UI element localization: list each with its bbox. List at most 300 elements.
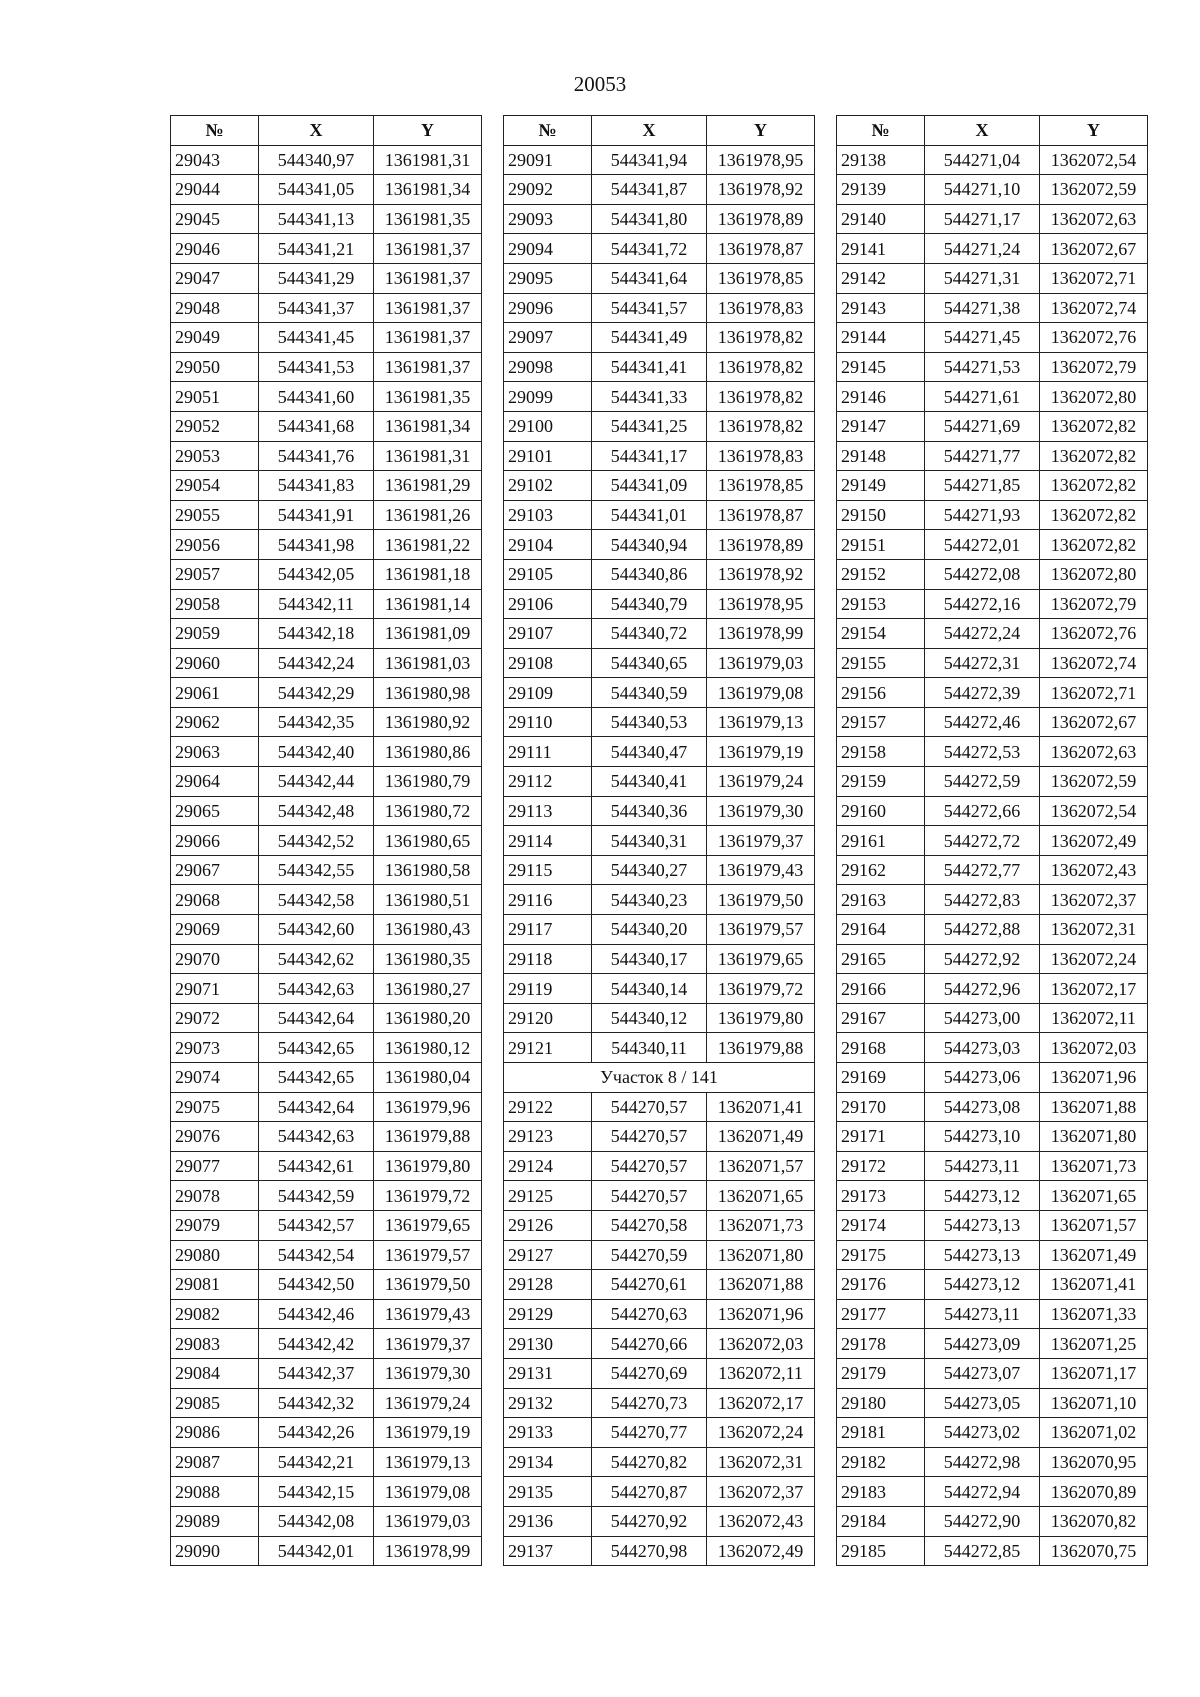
- x-coordinate-cell: 544270,87: [592, 1477, 707, 1507]
- x-coordinate-cell: 544340,36: [592, 796, 707, 826]
- table-row: [171, 974, 482, 1004]
- point-number-cell: 29077: [171, 1151, 259, 1181]
- point-number-cell: 29175: [837, 1240, 925, 1270]
- table-row: [837, 1240, 1148, 1270]
- point-number-cell: 29045: [171, 204, 259, 234]
- y-coordinate-cell: 1361980,79: [374, 767, 482, 797]
- point-number-cell: 29107: [504, 619, 592, 649]
- point-number-cell: 29102: [504, 471, 592, 501]
- y-coordinate-cell: 1362071,17: [1040, 1358, 1148, 1388]
- x-coordinate-cell: 544342,54: [259, 1240, 374, 1270]
- y-coordinate-cell: 1362072,79: [1040, 352, 1148, 382]
- table-row: [837, 648, 1148, 678]
- y-coordinate-cell: 1362072,59: [1040, 175, 1148, 205]
- point-number-cell: 29132: [504, 1388, 592, 1418]
- x-coordinate-cell: 544273,08: [925, 1092, 1040, 1122]
- x-coordinate-cell: 544272,90: [925, 1506, 1040, 1536]
- point-number-cell: 29160: [837, 796, 925, 826]
- table-row: [837, 1122, 1148, 1152]
- y-coordinate-cell: 1361978,82: [707, 382, 815, 412]
- table-row: [171, 1063, 482, 1093]
- point-number-cell: 29129: [504, 1299, 592, 1329]
- table-row: [504, 1151, 815, 1181]
- y-coordinate-cell: 1361980,98: [374, 678, 482, 708]
- x-coordinate-cell: 544270,57: [592, 1092, 707, 1122]
- y-coordinate-cell: 1362070,89: [1040, 1477, 1148, 1507]
- x-coordinate-cell: 544273,03: [925, 1033, 1040, 1063]
- x-coordinate-cell: 544342,60: [259, 915, 374, 945]
- point-number-cell: 29151: [837, 530, 925, 560]
- point-number-cell: 29156: [837, 678, 925, 708]
- point-number-cell: 29093: [504, 204, 592, 234]
- point-number-cell: 29167: [837, 1003, 925, 1033]
- y-coordinate-cell: 1362072,43: [707, 1506, 815, 1536]
- x-coordinate-cell: 544342,21: [259, 1447, 374, 1477]
- point-number-cell: 29080: [171, 1240, 259, 1270]
- y-coordinate-cell: 1362072,79: [1040, 589, 1148, 619]
- y-coordinate-cell: 1361979,96: [374, 1092, 482, 1122]
- y-coordinate-cell: 1362071,65: [1040, 1181, 1148, 1211]
- point-number-cell: 29065: [171, 796, 259, 826]
- y-coordinate-cell: 1361978,95: [707, 589, 815, 619]
- table-row: [504, 678, 815, 708]
- table-row: [504, 589, 815, 619]
- y-coordinate-cell: 1362071,80: [1040, 1122, 1148, 1152]
- point-number-cell: 29123: [504, 1122, 592, 1152]
- point-number-cell: 29062: [171, 707, 259, 737]
- y-coordinate-cell: 1361980,86: [374, 737, 482, 767]
- y-coordinate-cell: 1361979,43: [374, 1299, 482, 1329]
- table-row: [504, 885, 815, 915]
- point-number-cell: 29098: [504, 352, 592, 382]
- x-coordinate-cell: 544270,63: [592, 1299, 707, 1329]
- point-number-cell: 29104: [504, 530, 592, 560]
- point-number-cell: 29164: [837, 915, 925, 945]
- point-number-cell: 29171: [837, 1122, 925, 1152]
- table-row: [837, 1003, 1148, 1033]
- point-number-cell: 29137: [504, 1536, 592, 1566]
- point-number-cell: 29046: [171, 234, 259, 264]
- table-row: [504, 1181, 815, 1211]
- y-coordinate-cell: 1362072,59: [1040, 767, 1148, 797]
- table-row: [837, 1181, 1148, 1211]
- point-number-cell: 29166: [837, 974, 925, 1004]
- table-row: [837, 826, 1148, 856]
- point-number-cell: 29050: [171, 352, 259, 382]
- point-number-cell: 29143: [837, 293, 925, 323]
- table-row: [504, 855, 815, 885]
- x-coordinate-cell: 544341,09: [592, 471, 707, 501]
- x-coordinate-cell: 544273,02: [925, 1418, 1040, 1448]
- point-number-cell: 29113: [504, 796, 592, 826]
- x-coordinate-cell: 544341,45: [259, 323, 374, 353]
- point-number-cell: 29157: [837, 707, 925, 737]
- table-row: [171, 382, 482, 412]
- x-coordinate-cell: 544341,83: [259, 471, 374, 501]
- header-number: №: [171, 116, 259, 146]
- table-row: [504, 737, 815, 767]
- table-row: [171, 323, 482, 353]
- point-number-cell: 29150: [837, 500, 925, 530]
- point-number-cell: 29144: [837, 323, 925, 353]
- table-row: [504, 974, 815, 1004]
- x-coordinate-cell: 544271,31: [925, 263, 1040, 293]
- y-coordinate-cell: 1361981,35: [374, 382, 482, 412]
- table-row: [837, 1210, 1148, 1240]
- table-row: [171, 944, 482, 974]
- point-number-cell: 29131: [504, 1358, 592, 1388]
- point-number-cell: 29091: [504, 145, 592, 175]
- x-coordinate-cell: 544342,55: [259, 855, 374, 885]
- point-number-cell: 29103: [504, 500, 592, 530]
- table-row: [837, 1447, 1148, 1477]
- y-coordinate-cell: 1362071,73: [707, 1210, 815, 1240]
- point-number-cell: 29087: [171, 1447, 259, 1477]
- y-coordinate-cell: 1362071,73: [1040, 1151, 1148, 1181]
- x-coordinate-cell: 544342,64: [259, 1003, 374, 1033]
- x-coordinate-cell: 544270,57: [592, 1151, 707, 1181]
- table-row: [171, 471, 482, 501]
- table-row: [837, 678, 1148, 708]
- table-row: [837, 234, 1148, 264]
- table-row: [171, 1270, 482, 1300]
- x-coordinate-cell: 544270,77: [592, 1418, 707, 1448]
- point-number-cell: 29121: [504, 1033, 592, 1063]
- table-row: [837, 293, 1148, 323]
- y-coordinate-cell: 1361979,37: [707, 826, 815, 856]
- point-number-cell: 29084: [171, 1358, 259, 1388]
- table-body: [504, 145, 815, 1566]
- y-coordinate-cell: 1362072,24: [1040, 944, 1148, 974]
- x-coordinate-cell: 544342,05: [259, 559, 374, 589]
- y-coordinate-cell: 1361980,72: [374, 796, 482, 826]
- x-coordinate-cell: 544342,40: [259, 737, 374, 767]
- header-y: Y: [1040, 116, 1148, 146]
- table-row: [837, 737, 1148, 767]
- y-coordinate-cell: 1362071,57: [707, 1151, 815, 1181]
- y-coordinate-cell: 1361980,35: [374, 944, 482, 974]
- point-number-cell: 29096: [504, 293, 592, 323]
- x-coordinate-cell: 544341,68: [259, 411, 374, 441]
- point-number-cell: 29061: [171, 678, 259, 708]
- table-row: [171, 1122, 482, 1152]
- header-x: X: [925, 116, 1040, 146]
- coordinates-table-1: [170, 115, 482, 1566]
- table-row: [504, 559, 815, 589]
- table-row: [504, 1299, 815, 1329]
- y-coordinate-cell: 1361978,82: [707, 352, 815, 382]
- point-number-cell: 29149: [837, 471, 925, 501]
- y-coordinate-cell: 1361979,19: [707, 737, 815, 767]
- y-coordinate-cell: 1361981,29: [374, 471, 482, 501]
- y-coordinate-cell: 1361979,37: [374, 1329, 482, 1359]
- x-coordinate-cell: 544342,08: [259, 1506, 374, 1536]
- point-number-cell: 29119: [504, 974, 592, 1004]
- point-number-cell: 29118: [504, 944, 592, 974]
- table-row: [504, 145, 815, 175]
- table-row: [837, 855, 1148, 885]
- y-coordinate-cell: 1361980,27: [374, 974, 482, 1004]
- point-number-cell: 29146: [837, 382, 925, 412]
- page-number: 20053: [573, 72, 627, 96]
- y-coordinate-cell: 1361978,92: [707, 559, 815, 589]
- table-row: [837, 915, 1148, 945]
- point-number-cell: 29064: [171, 767, 259, 797]
- y-coordinate-cell: 1362071,49: [707, 1122, 815, 1152]
- table-row: [504, 1536, 815, 1566]
- y-coordinate-cell: 1361979,08: [707, 678, 815, 708]
- x-coordinate-cell: 544340,53: [592, 707, 707, 737]
- x-coordinate-cell: 544342,01: [259, 1536, 374, 1566]
- x-coordinate-cell: 544273,13: [925, 1210, 1040, 1240]
- x-coordinate-cell: 544270,92: [592, 1506, 707, 1536]
- table-row: [837, 411, 1148, 441]
- point-number-cell: 29170: [837, 1092, 925, 1122]
- table-row: [171, 1092, 482, 1122]
- x-coordinate-cell: 544272,77: [925, 855, 1040, 885]
- table-row: [504, 915, 815, 945]
- point-number-cell: 29073: [171, 1033, 259, 1063]
- x-coordinate-cell: 544272,46: [925, 707, 1040, 737]
- table-row: [171, 1329, 482, 1359]
- y-coordinate-cell: 1361980,92: [374, 707, 482, 737]
- point-number-cell: 29127: [504, 1240, 592, 1270]
- y-coordinate-cell: 1361978,99: [707, 619, 815, 649]
- x-coordinate-cell: 544341,21: [259, 234, 374, 264]
- point-number-cell: 29071: [171, 974, 259, 1004]
- y-coordinate-cell: 1361981,37: [374, 234, 482, 264]
- table-row: [504, 1210, 815, 1240]
- y-coordinate-cell: 1361979,13: [707, 707, 815, 737]
- table-row: [837, 1358, 1148, 1388]
- point-number-cell: 29172: [837, 1151, 925, 1181]
- x-coordinate-cell: 544273,00: [925, 1003, 1040, 1033]
- table-row: [171, 589, 482, 619]
- point-number-cell: 29111: [504, 737, 592, 767]
- y-coordinate-cell: 1361979,03: [707, 648, 815, 678]
- point-number-cell: 29105: [504, 559, 592, 589]
- x-coordinate-cell: 544270,57: [592, 1122, 707, 1152]
- y-coordinate-cell: 1362072,82: [1040, 471, 1148, 501]
- point-number-cell: 29135: [504, 1477, 592, 1507]
- table-row: [504, 1358, 815, 1388]
- table-row: [837, 1033, 1148, 1063]
- y-coordinate-cell: 1361978,89: [707, 530, 815, 560]
- y-coordinate-cell: 1362070,82: [1040, 1506, 1148, 1536]
- table-row: [837, 559, 1148, 589]
- x-coordinate-cell: 544342,37: [259, 1358, 374, 1388]
- point-number-cell: 29057: [171, 559, 259, 589]
- y-coordinate-cell: 1361981,09: [374, 619, 482, 649]
- x-coordinate-cell: 544342,63: [259, 1122, 374, 1152]
- point-number-cell: 29054: [171, 471, 259, 501]
- table-row: [504, 1388, 815, 1418]
- y-coordinate-cell: 1361980,58: [374, 855, 482, 885]
- table-row: [171, 1003, 482, 1033]
- x-coordinate-cell: 544342,61: [259, 1151, 374, 1181]
- x-coordinate-cell: 544341,37: [259, 293, 374, 323]
- table-row: [504, 471, 815, 501]
- x-coordinate-cell: 544271,45: [925, 323, 1040, 353]
- table-row: [171, 1506, 482, 1536]
- x-coordinate-cell: 544342,32: [259, 1388, 374, 1418]
- table-row: [171, 826, 482, 856]
- y-coordinate-cell: 1361979,30: [374, 1358, 482, 1388]
- y-coordinate-cell: 1361981,31: [374, 441, 482, 471]
- x-coordinate-cell: 544273,13: [925, 1240, 1040, 1270]
- point-number-cell: 29152: [837, 559, 925, 589]
- x-coordinate-cell: 544340,94: [592, 530, 707, 560]
- y-coordinate-cell: 1362071,02: [1040, 1418, 1148, 1448]
- y-coordinate-cell: 1362071,88: [1040, 1092, 1148, 1122]
- point-number-cell: 29049: [171, 323, 259, 353]
- y-coordinate-cell: 1361979,13: [374, 1447, 482, 1477]
- y-coordinate-cell: 1361978,92: [707, 175, 815, 205]
- point-number-cell: 29128: [504, 1270, 592, 1300]
- x-coordinate-cell: 544273,06: [925, 1063, 1040, 1093]
- y-coordinate-cell: 1361980,04: [374, 1063, 482, 1093]
- point-number-cell: 29052: [171, 411, 259, 441]
- x-coordinate-cell: 544341,91: [259, 500, 374, 530]
- x-coordinate-cell: 544272,88: [925, 915, 1040, 945]
- x-coordinate-cell: 544342,65: [259, 1033, 374, 1063]
- x-coordinate-cell: 544273,11: [925, 1151, 1040, 1181]
- table-header-row: [837, 116, 1148, 146]
- x-coordinate-cell: 544341,98: [259, 530, 374, 560]
- table-row: [171, 530, 482, 560]
- x-coordinate-cell: 544272,92: [925, 944, 1040, 974]
- table-row: [837, 471, 1148, 501]
- x-coordinate-cell: 544272,94: [925, 1477, 1040, 1507]
- table-row: [171, 1210, 482, 1240]
- x-coordinate-cell: 544342,15: [259, 1477, 374, 1507]
- point-number-cell: 29085: [171, 1388, 259, 1418]
- y-coordinate-cell: 1362072,67: [1040, 707, 1148, 737]
- point-number-cell: 29116: [504, 885, 592, 915]
- y-coordinate-cell: 1361978,83: [707, 441, 815, 471]
- x-coordinate-cell: 544341,57: [592, 293, 707, 323]
- x-coordinate-cell: 544271,24: [925, 234, 1040, 264]
- y-coordinate-cell: 1361981,37: [374, 293, 482, 323]
- header-y: Y: [374, 116, 482, 146]
- point-number-cell: 29074: [171, 1063, 259, 1093]
- point-number-cell: 29179: [837, 1358, 925, 1388]
- x-coordinate-cell: 544270,66: [592, 1329, 707, 1359]
- x-coordinate-cell: 544271,10: [925, 175, 1040, 205]
- point-number-cell: 29082: [171, 1299, 259, 1329]
- x-coordinate-cell: 544340,17: [592, 944, 707, 974]
- table-row: [171, 1033, 482, 1063]
- table-row: [837, 175, 1148, 205]
- x-coordinate-cell: 544340,47: [592, 737, 707, 767]
- y-coordinate-cell: 1361978,85: [707, 471, 815, 501]
- point-number-cell: 29068: [171, 885, 259, 915]
- x-coordinate-cell: 544342,18: [259, 619, 374, 649]
- table-row: [837, 352, 1148, 382]
- y-coordinate-cell: 1362072,63: [1040, 737, 1148, 767]
- point-number-cell: 29110: [504, 707, 592, 737]
- y-coordinate-cell: 1361981,35: [374, 204, 482, 234]
- table-row: [837, 530, 1148, 560]
- x-coordinate-cell: 544272,83: [925, 885, 1040, 915]
- table-row: [837, 1477, 1148, 1507]
- table-row: [837, 1299, 1148, 1329]
- point-number-cell: 29130: [504, 1329, 592, 1359]
- table-row: [504, 648, 815, 678]
- table-row: [171, 767, 482, 797]
- y-coordinate-cell: 1362072,43: [1040, 855, 1148, 885]
- point-number-cell: 29158: [837, 737, 925, 767]
- x-coordinate-cell: 544341,87: [592, 175, 707, 205]
- x-coordinate-cell: 544273,12: [925, 1270, 1040, 1300]
- y-coordinate-cell: 1361979,88: [707, 1033, 815, 1063]
- x-coordinate-cell: 544340,97: [259, 145, 374, 175]
- x-coordinate-cell: 544341,17: [592, 441, 707, 471]
- x-coordinate-cell: 544342,59: [259, 1181, 374, 1211]
- y-coordinate-cell: 1362071,49: [1040, 1240, 1148, 1270]
- table-row: [171, 737, 482, 767]
- point-number-cell: 29053: [171, 441, 259, 471]
- table-row: [171, 1477, 482, 1507]
- header-number: №: [837, 116, 925, 146]
- table-row: [171, 352, 482, 382]
- table-row: [504, 500, 815, 530]
- point-number-cell: 29140: [837, 204, 925, 234]
- table-row: [171, 678, 482, 708]
- y-coordinate-cell: 1361979,50: [374, 1270, 482, 1300]
- point-number-cell: 29044: [171, 175, 259, 205]
- table-header-row: [171, 116, 482, 146]
- point-number-cell: 29184: [837, 1506, 925, 1536]
- y-coordinate-cell: 1362071,96: [1040, 1063, 1148, 1093]
- point-number-cell: 29122: [504, 1092, 592, 1122]
- y-coordinate-cell: 1362072,82: [1040, 411, 1148, 441]
- x-coordinate-cell: 544340,79: [592, 589, 707, 619]
- table-row: [837, 767, 1148, 797]
- section-label: Участок 8 / 141: [504, 1063, 815, 1093]
- y-coordinate-cell: 1362072,11: [1040, 1003, 1148, 1033]
- y-coordinate-cell: 1361979,65: [707, 944, 815, 974]
- y-coordinate-cell: 1362072,17: [1040, 974, 1148, 1004]
- x-coordinate-cell: 544342,65: [259, 1063, 374, 1093]
- table-row: [171, 1181, 482, 1211]
- point-number-cell: 29100: [504, 411, 592, 441]
- table-row: [504, 1003, 815, 1033]
- point-number-cell: 29089: [171, 1506, 259, 1536]
- table-row: [171, 263, 482, 293]
- x-coordinate-cell: 544342,29: [259, 678, 374, 708]
- table-row: [504, 1329, 815, 1359]
- x-coordinate-cell: 544341,01: [592, 500, 707, 530]
- x-coordinate-cell: 544272,16: [925, 589, 1040, 619]
- point-number-cell: 29072: [171, 1003, 259, 1033]
- point-number-cell: 29056: [171, 530, 259, 560]
- y-coordinate-cell: 1361981,14: [374, 589, 482, 619]
- x-coordinate-cell: 544271,77: [925, 441, 1040, 471]
- point-number-cell: 29174: [837, 1210, 925, 1240]
- table-row: [837, 1506, 1148, 1536]
- table-row: [504, 1240, 815, 1270]
- table-row: [504, 944, 815, 974]
- x-coordinate-cell: 544272,59: [925, 767, 1040, 797]
- section-row: [504, 1063, 815, 1093]
- table-row: [171, 1299, 482, 1329]
- table-row: [171, 145, 482, 175]
- point-number-cell: 29154: [837, 619, 925, 649]
- x-coordinate-cell: 544341,72: [592, 234, 707, 264]
- point-number-cell: 29083: [171, 1329, 259, 1359]
- table-row: [504, 263, 815, 293]
